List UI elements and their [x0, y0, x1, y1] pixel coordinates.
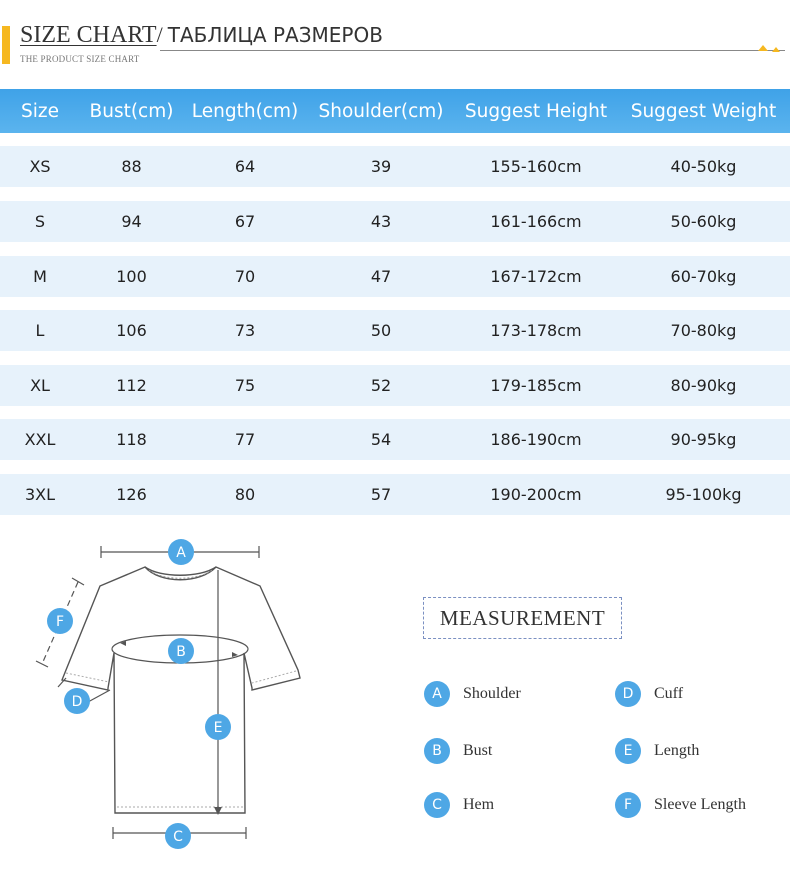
legend-badge: E	[615, 738, 641, 764]
table-cell: 173-178cm	[490, 321, 582, 340]
table-cell: 50	[370, 321, 392, 340]
diagram-badge-d	[64, 688, 90, 714]
legend-badge: A	[424, 681, 450, 707]
table-cell: 75	[234, 376, 256, 395]
table-cell: 112	[116, 376, 147, 395]
column-header: Suggest Weight	[630, 100, 777, 122]
decor-triangle-icon	[758, 45, 768, 51]
table-cell: 80	[234, 485, 256, 504]
table-row	[0, 256, 790, 297]
table-cell: 70-80kg	[670, 321, 737, 340]
table-cell: L	[35, 321, 45, 340]
svg-text:F: F	[55, 614, 65, 630]
tshirt-diagram	[0, 530, 330, 860]
svg-text:A: A	[176, 545, 186, 561]
table-cell: 161-166cm	[490, 212, 582, 231]
table-cell: 67	[234, 212, 256, 231]
table-cell: 88	[121, 157, 142, 176]
measurement-title: MEASUREMENT	[423, 597, 622, 639]
column-header: Shoulder(cm)	[318, 100, 444, 122]
table-cell: 64	[234, 157, 256, 176]
svg-text:C: C	[173, 829, 183, 845]
page-title	[20, 22, 383, 49]
table-cell: 40-50kg	[670, 157, 737, 176]
legend-badge: D	[615, 681, 641, 707]
table-cell: 52	[370, 376, 392, 395]
table-cell: 126	[116, 485, 147, 504]
table-cell: 100	[116, 267, 147, 286]
diagram-badge-a	[168, 539, 194, 565]
diagram-badge-b	[168, 638, 194, 664]
column-header: Bust(cm)	[89, 100, 174, 122]
legend-label: Shoulder	[463, 685, 521, 702]
legend-badge: B	[424, 738, 450, 764]
table-cell: 60-70kg	[670, 267, 737, 286]
svg-text:D: D	[71, 694, 83, 710]
legend-badge: C	[424, 792, 450, 818]
table-row	[0, 201, 790, 242]
size-table-header	[0, 89, 790, 133]
table-cell: 43	[370, 212, 392, 231]
legend-badge: F	[615, 792, 641, 818]
table-row	[0, 365, 790, 406]
table-cell: 57	[370, 485, 392, 504]
table-cell: 54	[370, 430, 392, 449]
decor-triangle-small-icon	[772, 47, 780, 52]
table-row	[0, 419, 790, 460]
table-cell: 77	[234, 430, 256, 449]
legend-label: Sleeve Length	[654, 796, 746, 813]
table-cell: XL	[30, 376, 50, 395]
table-cell: 39	[370, 157, 392, 176]
table-row	[0, 474, 790, 515]
table-cell: 190-200cm	[490, 485, 582, 504]
legend-item-sleeve-length	[615, 792, 746, 818]
table-row	[0, 310, 790, 351]
title-english: SIZE CHART	[20, 22, 157, 48]
legend-label: Length	[654, 742, 700, 759]
title-divider	[160, 50, 785, 51]
table-cell: M	[33, 267, 47, 286]
svg-text:E: E	[213, 720, 223, 736]
title-accent-bar	[2, 26, 10, 64]
table-cell: 155-160cm	[490, 157, 582, 176]
legend-label: Cuff	[654, 685, 684, 702]
legend-item-hem	[424, 792, 494, 818]
table-cell: 90-95kg	[670, 430, 737, 449]
table-cell: 179-185cm	[490, 376, 582, 395]
diagram-badge-e	[205, 714, 231, 740]
table-cell: 106	[116, 321, 147, 340]
table-cell: 47	[370, 267, 392, 286]
table-cell: S	[34, 212, 46, 231]
legend-item-cuff	[615, 681, 683, 707]
table-cell: 167-172cm	[490, 267, 582, 286]
table-cell: 94	[121, 212, 142, 231]
title-separator: /	[156, 22, 163, 47]
table-cell: 80-90kg	[670, 376, 737, 395]
table-cell: XXL	[24, 430, 56, 449]
column-header: Size	[21, 100, 59, 122]
table-row	[0, 146, 790, 187]
legend-item-length	[615, 738, 699, 764]
legend-item-shoulder	[424, 681, 521, 707]
table-cell: 95-100kg	[665, 485, 742, 504]
table-cell: 186-190cm	[490, 430, 582, 449]
legend-label: Bust	[463, 742, 493, 759]
svg-text:B: B	[176, 644, 186, 660]
legend-item-bust	[424, 738, 492, 764]
table-cell: 50-60kg	[670, 212, 737, 231]
legend-label: Hem	[463, 796, 495, 813]
table-cell: 70	[234, 267, 256, 286]
page-subtitle: THE PRODUCT SIZE CHART	[20, 54, 140, 64]
diagram-badge-f	[47, 608, 73, 634]
table-cell: 73	[234, 321, 256, 340]
column-header: Suggest Height	[464, 100, 608, 122]
table-cell: XS	[29, 157, 51, 176]
table-cell: 3XL	[24, 485, 56, 504]
table-cell: 118	[116, 430, 147, 449]
title-russian: ТАБЛИЦА РАЗМЕРОВ	[167, 23, 383, 47]
tshirt-outline	[62, 567, 300, 813]
column-header: Length(cm)	[191, 100, 299, 122]
diagram-badge-c	[165, 823, 191, 849]
